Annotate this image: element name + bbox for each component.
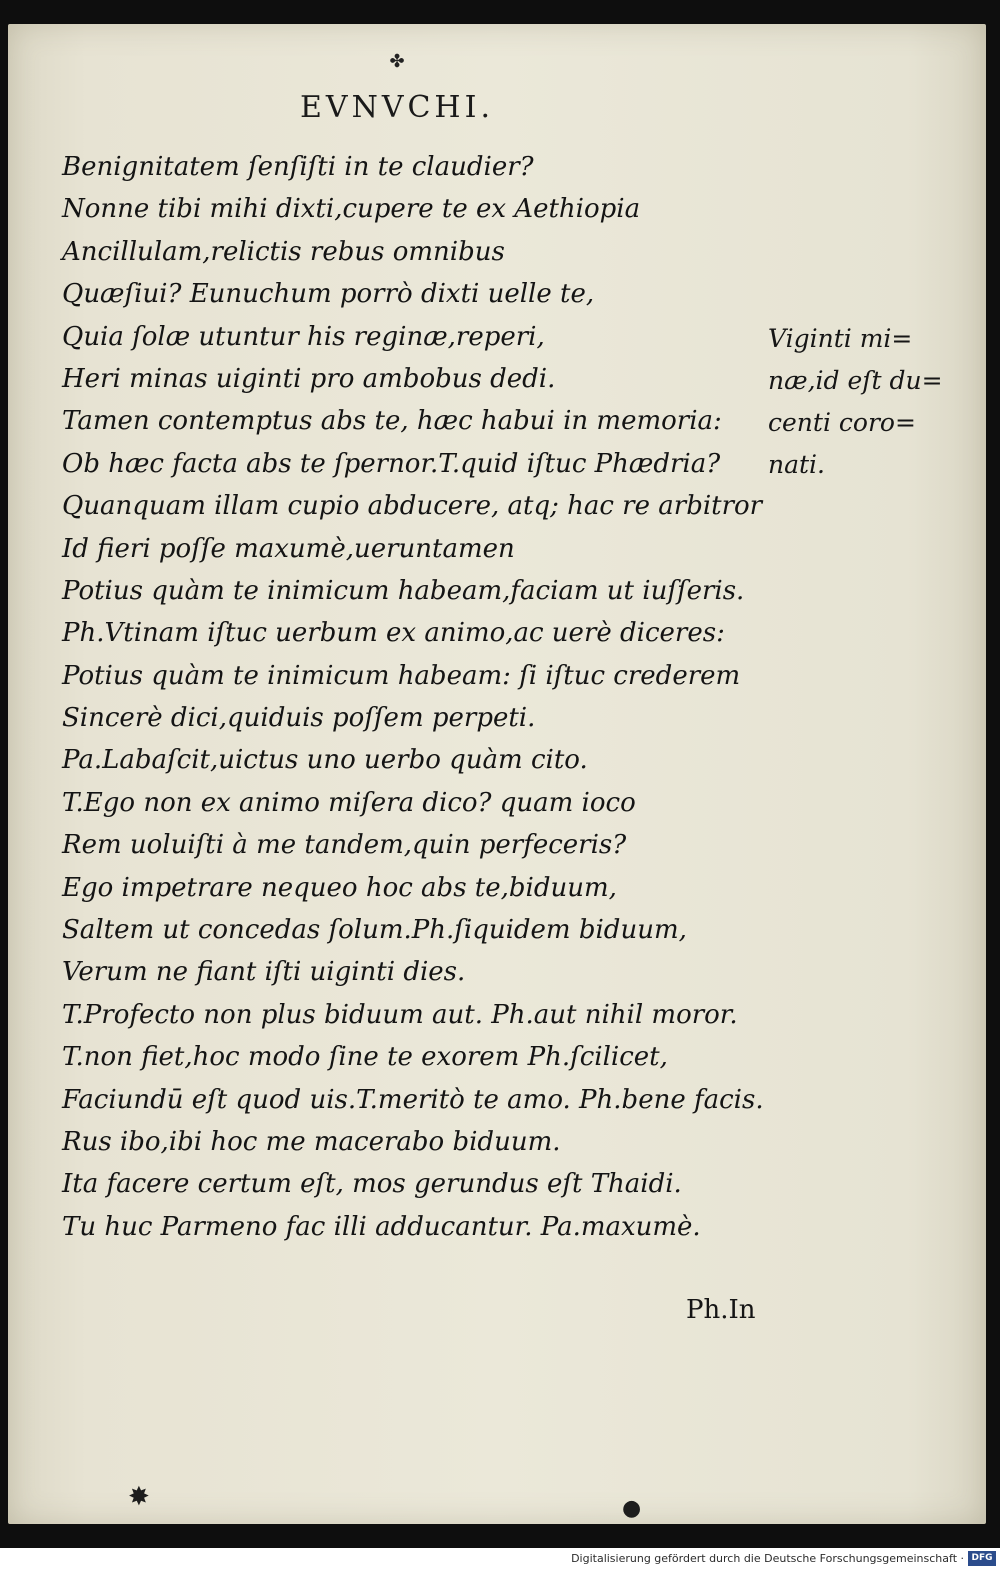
funding-credit: Digitalisierung gefördert durch die Deutsche Forschungsgemeinschaft · — [571, 1552, 964, 1565]
verse-line: Pa.Labaſcit,uictus uno uerbo quàm cito. — [62, 745, 588, 776]
verse-line: Ph.Vtinam iſtuc uerbum ex animo,ac uerè diceres: — [62, 618, 725, 649]
verse-line: Quia ſolæ utuntur his reginæ,reperi, — [62, 321, 545, 352]
margin-note-line: centi coro= — [768, 408, 916, 437]
margin-note-line: nati. — [768, 450, 825, 479]
verse-line: Ancillulam,relictis rebus omnibus — [62, 236, 505, 267]
top-ornament-icon: ✤ — [389, 51, 405, 72]
margin-note-line: Viginti mi= — [768, 324, 913, 353]
verse-line: Ita facere certum eſt, mos gerundus eſt Thaidi. — [62, 1169, 682, 1200]
verse-line: T.Profecto non plus biduum aut. Ph.aut nihil moror. — [62, 999, 738, 1030]
verse-line: Ob hæc facta abs te ſpernor.T.quid iſtuc Phædria? — [62, 448, 721, 479]
verse-line: Potius quàm te inimicum habeam: ſi iſtuc crederem — [62, 660, 741, 691]
verse-line: Rus ibo,ibi hoc me macerabo biduum. — [62, 1126, 561, 1157]
verse-line: Heri minas uiginti pro ambobus dedi. — [62, 363, 556, 394]
verse-line: Tu huc Parmeno fac illi adducantur. Pa.maxumè. — [62, 1211, 701, 1242]
dfg-logo-icon: DFG — [968, 1551, 996, 1566]
verse-line: Tamen contemptus abs te, hæc habui in memoria: — [62, 406, 722, 437]
verse-line: Nonne tibi mihi dixti,cupere te ex Aethiopia — [62, 194, 641, 225]
catchword: Ph.In — [686, 1295, 756, 1325]
verse-line: Potius quàm te inimicum habeam,faciam ut iuſſeris. — [62, 575, 745, 606]
margin-note — [768, 318, 943, 486]
verse-line: Sincerè dici,quiduis poſſem perpeti. — [62, 703, 536, 734]
bottom-ornament-icon: ✸ — [128, 1482, 150, 1512]
verse-line: Quæſiui? Eunuchum porrò dixti uelle te, — [62, 279, 595, 310]
verse-text-block — [62, 146, 762, 1248]
verse-line: T.non fiet,hoc modo ſine te exorem Ph.ſcilicet, — [62, 1042, 668, 1073]
verse-line: Verum ne fiant iſti uiginti dies. — [62, 957, 466, 988]
verse-line: T.Ego non ex animo miſera dico? quam ioco — [62, 787, 636, 818]
margin-note-line: næ,id eſt du= — [768, 366, 943, 395]
verse-line: Id fieri poſſe maxumè,ueruntamen — [62, 533, 515, 564]
dot-ornament-icon: ● — [622, 1496, 642, 1521]
verse-line: Ego impetrare nequeo hoc abs te,biduum, — [62, 872, 617, 903]
verse-line: Quanquam illam cupio abducere, atq; hac re arbitror — [62, 491, 763, 522]
verse-line: Faciundū eſt quod uis.T.meritò te amo. Ph.bene facis. — [62, 1084, 764, 1115]
verse-line: Rem uoluiſti à me tandem,quin perfeceris? — [62, 830, 627, 861]
running-head: EVNVCHI. — [300, 90, 494, 125]
verse-line: Saltem ut concedas ſolum.Ph.ſiquidem biduum, — [62, 915, 687, 946]
verse-line: Benignitatem ſenſiſti in te claudier? — [62, 152, 534, 182]
